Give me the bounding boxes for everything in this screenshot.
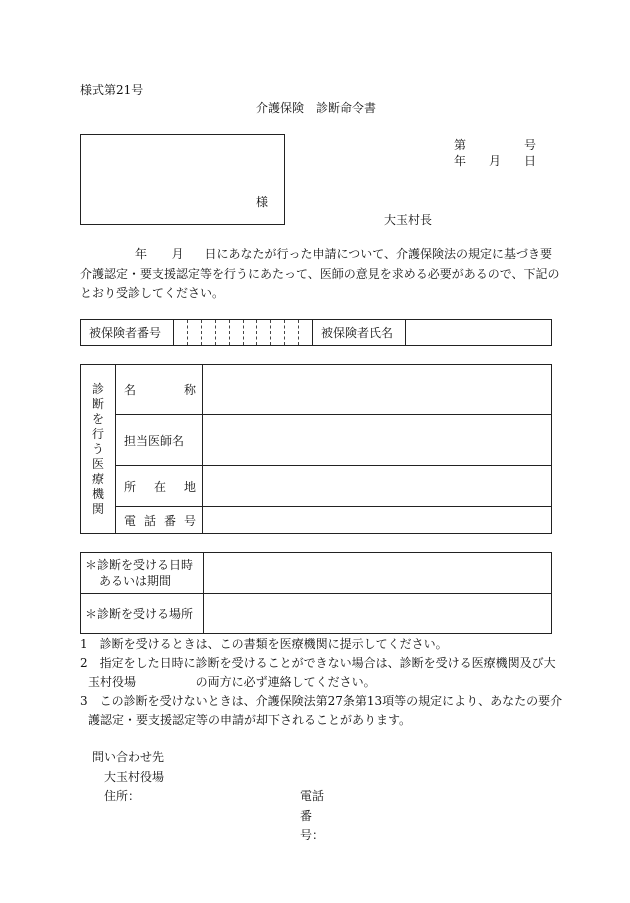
institution-phone-field[interactable] xyxy=(203,507,552,534)
insured-name-label: 被保険者氏名 xyxy=(313,320,406,346)
insured-number-digit-cell[interactable] xyxy=(188,320,202,345)
institution-name-field[interactable] xyxy=(203,365,552,415)
exam-datetime-label: ＊診断を受ける日時 あるいは期間 xyxy=(81,553,204,594)
vertical-label-char: 機 xyxy=(91,486,104,501)
institution-phone-label: 電 話 番 号 xyxy=(116,507,203,534)
insured-number-digit-cell[interactable] xyxy=(244,320,258,345)
medical-institution-table xyxy=(80,364,552,534)
institution-address-label: 所 在 地 xyxy=(116,466,203,507)
form-number: 様式第21号 xyxy=(80,83,144,97)
contact-heading: 問い合わせ先 xyxy=(92,750,165,764)
vertical-label-char: 断 xyxy=(91,396,104,411)
institution-name-label: 名 称 xyxy=(116,365,203,415)
insured-number-digit-cell[interactable] xyxy=(174,320,188,345)
document-title: 介護保険 診断命令書 xyxy=(256,101,377,115)
issue-month-label: 月 xyxy=(489,154,502,168)
issue-year-label: 年 xyxy=(454,154,467,168)
honorific-sama: 様 xyxy=(255,195,268,209)
exam-place-label: ＊診断を受ける場所 xyxy=(81,594,204,634)
doctor-name-field[interactable] xyxy=(203,415,552,466)
insured-number-label: 被保険者番号 xyxy=(81,320,174,346)
vertical-label-char: 行 xyxy=(91,426,104,441)
insured-number-field[interactable] xyxy=(174,320,313,346)
application-month-label: 月 xyxy=(171,247,184,261)
issuer-name: 大玉村長 xyxy=(384,213,433,227)
note-1: 1 診断を受けるときは、この書類を医療機関に提示してください。 xyxy=(80,637,448,651)
notes-section xyxy=(80,635,563,730)
body-line-1: 日にあなたが行った申請について、介護保険法の規定に基づき要 xyxy=(204,247,552,261)
contact-section xyxy=(92,748,325,842)
vertical-label-char: を xyxy=(91,411,104,426)
note-3-continued: 護認定・要支援認定等の申請が却下されることがあります。 xyxy=(88,713,412,727)
body-paragraph xyxy=(80,245,560,304)
insured-number-digit-cell[interactable] xyxy=(216,320,230,345)
application-year-label: 年 xyxy=(134,247,147,261)
vertical-label-char: 療 xyxy=(91,471,104,486)
institution-address-field[interactable] xyxy=(203,466,552,507)
insured-number-digit-cell[interactable] xyxy=(202,320,216,345)
body-line-3: とおり受診してください。 xyxy=(80,286,225,300)
insured-number-digit-cell[interactable] xyxy=(257,320,271,345)
vertical-label-char: 医 xyxy=(91,456,104,471)
contact-office: 大玉村役場 xyxy=(104,769,165,784)
insured-number-digit-cell[interactable] xyxy=(271,320,285,345)
exam-datetime-field[interactable] xyxy=(204,553,552,594)
note-3: 3 この診断を受けないときは、介護保険法第27条第13項等の規定により、あなたの要介 xyxy=(80,694,563,708)
contact-address-label: 住所： xyxy=(104,789,141,803)
contact-phone-label: 電話番号： xyxy=(300,789,325,842)
doctor-name-label: 担当医師名 xyxy=(116,415,203,466)
exam-place-field[interactable] xyxy=(204,594,552,634)
recipient-address-box xyxy=(80,134,285,225)
insured-number-digit-cell[interactable] xyxy=(285,320,299,345)
insured-info-table xyxy=(80,319,552,346)
body-line-2: 介護認定・要支援認定等を行うにあたって、医師の意見を求める必要があるので、下記の xyxy=(80,266,560,281)
medical-institution-vertical-label xyxy=(81,365,116,534)
vertical-label-char: 関 xyxy=(91,501,104,516)
vertical-label-char: 診 xyxy=(91,381,104,396)
issue-number-suffix: 号 xyxy=(524,138,537,152)
insured-number-digit-cell[interactable] xyxy=(230,320,244,345)
issue-number-prefix: 第 xyxy=(454,138,467,152)
exam-schedule-table xyxy=(80,552,552,634)
insured-name-field[interactable] xyxy=(406,320,552,346)
insured-number-digits xyxy=(174,320,312,345)
contact-line xyxy=(92,787,325,842)
issue-day-label: 日 xyxy=(524,154,537,168)
note-2: 2 指定をした日時に診断を受けることができない場合は、診断を受ける医療機関及び大 xyxy=(80,656,556,670)
note-2-continued: 玉村役場 の両方に必ず連絡してください。 xyxy=(88,675,376,689)
insured-number-digit-cell[interactable] xyxy=(299,320,312,345)
vertical-label-char: う xyxy=(91,441,104,456)
